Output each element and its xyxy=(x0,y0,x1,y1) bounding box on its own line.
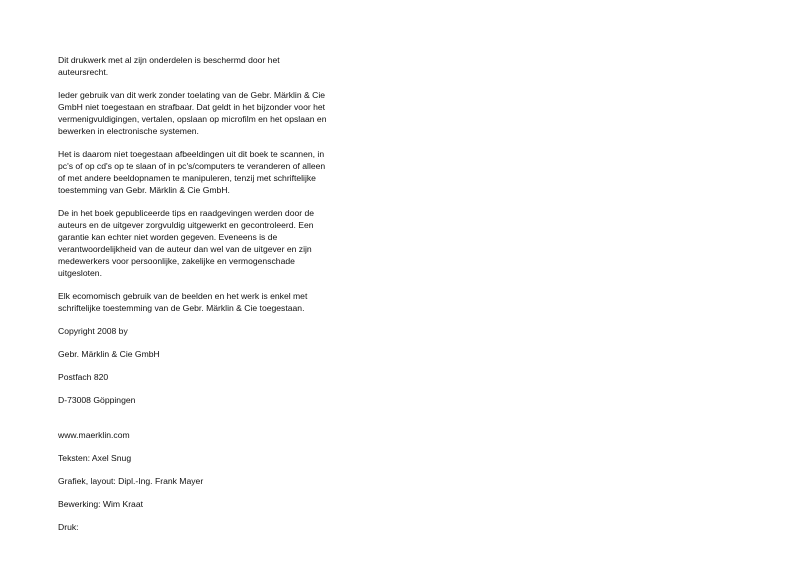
text-line: toestemming van Gebr. Märklin & Cie GmbH. xyxy=(58,185,230,195)
company-name: Gebr. Märklin & Cie GmbH xyxy=(58,349,160,359)
disclaimer-paragraph xyxy=(58,207,348,279)
usage-paragraph xyxy=(58,290,348,314)
imprint-text-block xyxy=(58,54,348,544)
texts-credit: Teksten: Axel Snug xyxy=(58,453,132,463)
text-line: Ieder gebruik van dit werk zonder toelating van de Gebr. Märklin & Cie xyxy=(58,90,326,100)
text-line: of met andere beeldopnamen te manipuleren, tenzij met schriftelijke xyxy=(58,173,316,183)
spacer xyxy=(58,417,348,429)
text-line: Dit drukwerk met al zijn onderdelen is beschermd door het xyxy=(58,55,280,65)
text-line: Het is daarom niet toegestaan afbeeldingen uit dit boek te scannen, in xyxy=(58,149,325,159)
copyright-paragraph-2 xyxy=(58,89,348,137)
city-address: D-73008 Göppingen xyxy=(58,395,136,405)
text-line: Elk ecomomisch gebruik van de beelden en het werk is enkel met xyxy=(58,291,308,301)
text-line: garantie kan echter niet worden gegeven. Eveneens is de xyxy=(58,232,278,242)
print-credit: Druk: xyxy=(58,522,79,532)
copyright-line: Copyright 2008 by xyxy=(58,326,128,336)
text-line: schriftelijke toestemming van de Gebr. Märklin & Cie toegestaan. xyxy=(58,303,305,313)
editing-credit: Bewerking: Wim Kraat xyxy=(58,499,144,509)
text-line: uitgesloten. xyxy=(58,268,102,278)
text-line: medewerkers voor persoonlijke, zakelijke en vermogenschade xyxy=(58,256,295,266)
text-line: vermenigvuldigingen, vertalen, opslaan op microfilm en het opslaan en xyxy=(58,114,327,124)
copyright-paragraph-3 xyxy=(58,148,348,196)
text-line: GmbH niet toegestaan en strafbaar. Dat geldt in het bijzonder voor het xyxy=(58,102,326,112)
text-line: verantwoordelijkheid van de auteur dan wel van de uitgever en zijn xyxy=(58,244,312,254)
text-line: auteursrecht. xyxy=(58,67,109,77)
copyright-paragraph-1 xyxy=(58,54,348,78)
text-line: auteurs en de uitgever zorgvuldig uitgewerkt en gecontroleerd. Een xyxy=(58,220,314,230)
postbox: Postfach 820 xyxy=(58,372,109,382)
text-line: bewerken in electronische systemen. xyxy=(58,126,199,136)
website-link[interactable]: www.maerklin.com xyxy=(58,430,130,440)
text-line: pc's of op cd's op te slaan of in pc's/computers te veranderen of alleen xyxy=(58,161,326,171)
text-line: De in het boek gepubliceerde tips en raadgevingen werden door de xyxy=(58,208,315,218)
graphics-credit: Grafiek, layout: Dipl.-Ing. Frank Mayer xyxy=(58,476,204,486)
